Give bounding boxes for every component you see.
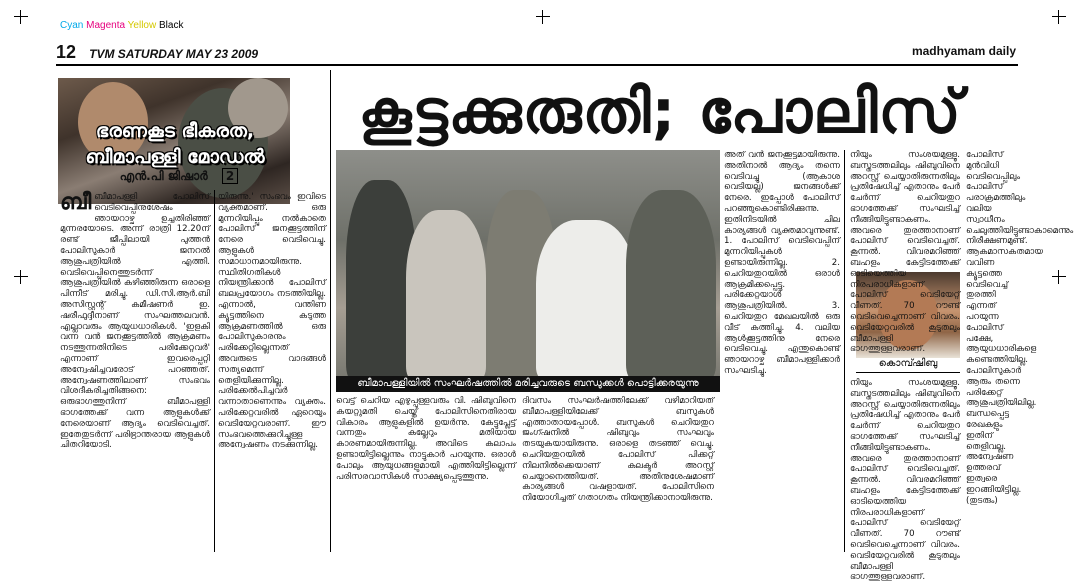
column-rule [330, 70, 331, 552]
column-text: ദിവസം സംഘർഷത്തിലേക്ക് വഴിമാറിയത് ബീമാപള്ളിയിലേക്ക് ബസുകൾ എത്താതായപ്പോൾ. ബസുകൾ ചെറിയതുറ ജംഗ്ഷനിൽ ഷിബുവും സംഘവും തടയുകയായിരുന്നു. ഒരാളെ തടഞ്ഞ് വെച്ചു. ചെറിയതുറയിൽ പോലിസ് പിക്കറ്റ് നിലനിൽക്കെയാണ് കലക്ടർ അറസ്റ്റ് ചെയ്യാനെത്തിയത്. അതിനുശേഷമാണ് കാര്യങ്ങൾ വഷളായത്. പോലിസിനെ നിയോഗിച്ചത് ഗതാഗതം നിയന്ത്രിക്കാനായിരുന്നു. [522, 396, 714, 504]
magenta-label: Magenta [86, 20, 126, 31]
registration-mark [1052, 10, 1066, 24]
registration-mark [1052, 270, 1066, 284]
column-text: ബീമാപള്ളി പോലിസ് വെടിവെപ്പിനുശേഷം ഞായറാഴ്ച ഉച്ചതിരിഞ്ഞ് മുന്നരയോടെ. അന്ന് രാത്രി 12.20ന് രണ്ട് ജീപ്പിലായി പുത്തൻ പോലിസുകാർ ജനറൽ ആശുപത്രിയിൽ എത്തി. വെടിവെപ്പിനെത്തുടർന്ന് ആശുപത്രിയിൽ കഴിഞ്ഞിരുന്ന ഒരാളെ പിന്നീട് മരിച്ചു. ഡി.സി.ആർ.ബി അസിസ്റ്റന്റ് കമീഷണർ ഇ. ഷരീഫുദ്ദീനാണ് സംഘത്തലവൻ. എല്ലാവരും ആയുധധാരികൾ. 'ഇളകി വന്ന വൻ ജനക്കൂട്ടത്തിൽ ആക്രമണം നടത്തുന്നതിനിടെ പരിക്കേറ്റവർ' എന്നാണ് ഇവരെപ്പറ്റി അന്വേഷിച്ചവരോട് പറഞ്ഞത്. അന്വേഷണത്തിലാണ് സംഭവം വിശദീകരിച്ചതിങ്ങനെ: ഒരുഭാഗത്തുനിന്ന് ബീമാപള്ളി ഭാഗത്തേക്ക് വന്ന ആളുകൾക്ക് നേരെയാണ് ആദ്യം വെടിവെച്ചത്. ഇതേതുടർന്ന് പരിഭ്രാന്തരായ ആളുകൾ ചിതറിയോടി. [60, 192, 210, 451]
column-text: വെട്ട് ചെറിയ എഴുപ്പുള്ളവരും വി. ഷിബുവിനെ കയറ്റുമതി ചെയ്ത് പോലിസിനെതിരായ വികാരം ആളുകളിൽ ഉയർന്നു. കേട്ടുപ്ലേട്ട് വന്നതും കല്ലേറും മതിയായ കാരണമായിരുന്നില്ല. അവിടെ കലാപം ഉണ്ടായിട്ടില്ലെന്നും നാട്ടുകാർ പറയുന്നു. ഒരാൾ പോലും ആയുധങ്ങളുമായി എത്തിയിട്ടില്ലെന്ന് പരിസരവാസികൾ സാക്ഷ്യപ്പെടുത്തുന്നു. [336, 396, 516, 482]
kicker-line2: ബീമാപള്ളി മോഡൽ [85, 146, 265, 168]
person-shape [536, 220, 636, 380]
column-rule [844, 150, 845, 552]
column-text: യിരുന്നു.' സംഭവം ഇവിടെ വ്യക്തമാണ്. ഒരു മുന്നറിയിപ്പും നൽകാതെ പോലിസ് ജനക്കൂട്ടത്തിന് നേരെ വെടിവെച്ചു. ആളുകൾ സമാധാനമായിരുന്നു. സ്ഥിതിഗതികൾ നിയന്ത്രിക്കാൻ പോലിസ് ബലപ്രയോഗം നടത്തിയില്ല. എന്നാൽ, വന്തിണ ക്യൂട്ടത്തിനെ കടുത്ത ആക്രമണത്തിൽ ഒരു പോലിസുകാരനും പരിക്കേറ്റില്ലെന്നത് അവരുടെ വാദങ്ങൾ സത്യമെന്ന് തെളിയിക്കുന്നില്ല. പരിക്കേൽപിച്ചവർ വന്നാതാണെന്നും വ്യക്തം. പരിക്കേറ്റവരിൽ ഏറെയും വെടിയേറ്റവരാണ്. ഈ സംഭവത്തെക്കുറിച്ചുള്ള അന്വേഷണം നടക്കുന്നില്ല. [218, 192, 326, 451]
article-column-2 [218, 192, 326, 552]
registration-mark [14, 10, 28, 24]
main-photo-caption: ബീമാപള്ളിയിൽ സംഘർഷത്തിൽ മരിച്ചവരുടെ ബന്ധുക്കൾ പൊട്ടിക്കരയുന്നു [336, 376, 720, 392]
column-text: അത് വൻ ജനക്കൂട്ടമായിരുന്നു. അതിനാൽ ആദ്യം തന്നെ വെടിവച്ചു (ആകാശ വെടിയല്ല) ജനങ്ങൾക്ക് നേരെ. ഇപ്പോൾ പോലിസ് പറഞ്ഞുകൊണ്ടിരിക്കുന്നു. ഇതിനിടയിൽ ചില കാര്യങ്ങൾ വ്യക്തമാവുന്നുണ്ട്. 1. പോലിസ് വെടിവെപ്പിന് മുന്നറിയിപ്പുകൾ ഉണ്ടായിരുന്നില്ല. 2. ചെറിയതുറയിൽ ഒരാൾ ആക്രമിക്കപ്പെട്ടു. പരിക്കേറ്റയാൾ ആശുപത്രിയിൽ. 3. ചെറിയതുറ മേഖലയിൽ ഒരു വീട് കത്തിച്ചു. 4. വലിയ ആൾക്കൂട്ടത്തിനു നേരെ വെടിവെച്ചു. എന്തുകൊണ്ട് ഞായറാഴ്ച ബീമാപള്ളിക്കാർ സംഘടിച്ചു. [724, 150, 840, 376]
column-text: നിയും സംശയമുള്ളൂ. ബസ്തടത്തലിലും ഷിബുവിനെ അറസ്റ്റ് ചെയ്യാതിരുന്നതിലും പ്രതിഷേധിച്ച് എതാനും പേർ ചേർന്ന് ചെറിയതുറ ഭാഗത്തേക്ക് സംഘടിച്ച് നീങ്ങിയിട്ടുണ്ടാകണം. അവരെ തുരത്താനാണ് പോലിസ് വെടിവെച്ചത്. കൂന്നൽ. വിവരമറിഞ്ഞ് ബഹളം കേട്ടിടത്തേക്ക് ഓടിയെത്തിയ നിരപരാധികളാണ് പോലിസ് വെടിയേറ്റ് വീണത്. 70 റൗണ്ട് വെടിവെച്ചെന്നാണ് വിവരം. വെടിയേറ്റവരിൽ കൂടുതലും ബീമാപള്ളി ഭാഗത്തുള്ളവരാണ്. [850, 150, 960, 355]
date-line: TVM SATURDAY MAY 23 2009 [89, 47, 259, 61]
registration-mark [536, 10, 550, 24]
inset-caption: കൊമ്പ്ഷിബു [856, 358, 960, 373]
color-bar [60, 20, 183, 31]
yellow-label: Yellow [127, 20, 157, 31]
series-part-number: 2 [222, 168, 238, 184]
header-rule [56, 64, 1018, 66]
column-rule [214, 190, 215, 552]
article-column-1 [60, 192, 210, 552]
article-column-6b [850, 378, 960, 583]
person-shape [406, 210, 486, 380]
byline [66, 168, 292, 186]
kicker-line1: ഭരണകൂട ഭീകരത, [95, 120, 255, 142]
article-column-3 [336, 396, 516, 552]
series-kicker [64, 118, 286, 170]
cyan-label: Cyan [60, 20, 84, 31]
column-text: പോലിസ് മുൻവിധി വെടിവെപ്പിലും പോലിസ് പരാക്രമത്തിലും വലിയ സ്വാധീനം ചെലുത്തിയിട്ടുണ്ടാകാമെന്നും നിരീക്ഷണമുണ്ട്. ആകമാസകതമായ വവിണ ക്യൂട്ടത്തെ വെടിവെച്ച് തുരത്തി എന്നത് പറയുന്ന പോലിസ് പക്ഷേ, ആയുധധാരികളെ കണ്ടെത്തിയില്ല. പോലിസുകാർ ആരും തന്നെ പരിക്കേറ്റ് ആശുപത്രിയിലില്ല. ബന്ധപ്പെട്ട രേഖകളും ഇതിന് തെളിവല്ല. അന്വേഷണ ഉത്തരവ് ഇത്വരെ ഇറങ്ങിയിട്ടില്ല. (തുടരും) [966, 150, 1074, 506]
article-column-6 [850, 150, 960, 355]
column-text: നിയും സംശയമുള്ളൂ. ബസ്തടത്തലിലും ഷിബുവിനെ അറസ്റ്റ് ചെയ്യാതിരുന്നതിലും പ്രതിഷേധിച്ച് എതാനും പേർ ചേർന്ന് ചെറിയതുറ ഭാഗത്തേക്ക് സംഘടിച്ച് നീങ്ങിയിട്ടുണ്ടാകണം. അവരെ തുരത്താനാണ് പോലിസ് വെടിവെച്ചത്. കൂന്നൽ. വിവരമറിഞ്ഞ് ബഹളം കേട്ടിടത്തേക്ക് ഓടിയെത്തിയ നിരപരാധികളാണ് പോലിസ് വെടിയേറ്റ് വീണത്. 70 റൗണ്ട് വെടിവെച്ചെന്നാണ് വിവരം. വെടിയേറ്റവരിൽ കൂടുതലും ബീമാപള്ളി ഭാഗത്തുള്ളവരാണ്. [850, 378, 960, 583]
registration-mark [14, 270, 28, 284]
black-label: Black [159, 20, 184, 31]
main-photo [336, 150, 720, 376]
page-number: 12 [56, 42, 77, 62]
article-column-7 [966, 150, 1074, 552]
page-header [56, 42, 1016, 64]
main-headline: കൂട്ടക്കുരുതി; പോലിസ് [358, 77, 962, 147]
person-shape [626, 190, 716, 380]
article-column-5 [724, 150, 840, 552]
drop-cap: ബീ [60, 190, 92, 215]
masthead-brand: madhyamam daily [911, 44, 1016, 58]
article-column-4 [522, 396, 714, 552]
author-name: എൻ.പി ജിഷാർ [119, 169, 208, 183]
